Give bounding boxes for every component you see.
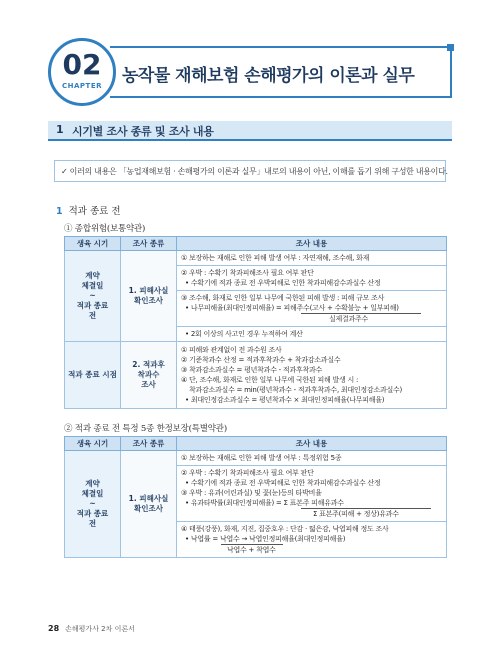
table2-header-type: 조사 종류: [121, 437, 177, 451]
content-line: • 2회 이상의 사고인 경우 누적하여 계산: [185, 330, 303, 338]
period-line: ~: [89, 291, 96, 300]
footer-text: 손해평가사 2차 이론서: [65, 625, 135, 633]
content-line: ④ 단, 조수해, 화재로 인한 일부 나무에 국한된 피해 발생 시 :: [181, 376, 359, 384]
chapter-title-bar: [110, 46, 452, 98]
content-line: • 최대인정감소과실수 = 평년착과수 × 최대인정피해율(나무피해율): [185, 396, 385, 404]
table2-row1-type: [121, 451, 177, 558]
type-line: 확인조사: [134, 504, 163, 513]
content-line: ① 보장하는 재해로 인한 피해 발생 여부 : 특정위험 5종: [181, 454, 342, 462]
content-line: ③ 착과감소과실수 = 평년착과수 - 적과후착과수: [181, 366, 323, 374]
content-block: [177, 291, 446, 327]
table2-heading: ② 적과 종료 전 특정 5종 한정보장(특별약관): [64, 424, 227, 434]
period-line: 적과 종료 시점: [68, 370, 117, 379]
table2-header-period: 생육 시기: [65, 437, 121, 451]
content-line: ② 기준착과수 산정 = 적과후착과수 + 착과감소과실수: [181, 356, 341, 364]
table1-row2-type: [121, 342, 177, 409]
table2-header-content: 조사 내용: [177, 437, 447, 451]
type-line: 2. 적과후: [132, 360, 165, 369]
subsection-heading: [56, 203, 121, 217]
table1-row1-type: [121, 251, 177, 342]
content-line: ② 우박 : 수확기 착과피해조사 필요 여부 판단: [181, 469, 314, 477]
table-row: [65, 451, 447, 558]
table2-row1-period: [65, 451, 121, 558]
period-line: 적과 종료: [76, 509, 109, 518]
table-row: [65, 251, 447, 342]
content-line: ① 피해와 관계없이 전 과수원 조사: [181, 346, 282, 354]
chapter-badge: [48, 38, 116, 106]
content-line: ① 보장하는 재해로 인한 피해 발생 여부 : 자연재해, 조수해, 화재: [181, 254, 370, 262]
content-line: 착과감소과실수 = min(평년착과수 - 적과후착과수, 최대인정감소과실수): [189, 386, 402, 394]
table1-row2-content: [177, 342, 447, 409]
formula-numerator: • 나무피해율(최대인정피해율) = 피해주수(고사 + 수확불능 + 일부피해): [185, 304, 399, 312]
period-line: 전: [88, 311, 97, 320]
period-line: ~: [89, 499, 96, 508]
table1-header-type: 조사 종류: [121, 237, 177, 251]
table1-heading: ① 종합위험(보통약관): [64, 224, 146, 234]
section-number: 1: [56, 123, 64, 136]
type-line: 착과수: [137, 370, 160, 379]
page-number: 28: [48, 624, 60, 633]
table2: [64, 436, 447, 558]
content-line: ③ 조수해, 화재로 인한 일부 나무에 국한된 피해 발생 : 피해 규모 조사: [181, 294, 385, 302]
chapter-label: CHAPTER: [62, 82, 102, 90]
formula-numerator: • 낙엽률 = 낙엽수 → 낙엽인정피해율(최대인정피해율): [185, 535, 346, 543]
chapter-title: 농작물 재해보험 손해평가의 이론과 실무: [122, 66, 415, 86]
table2-row1-content: [177, 451, 447, 558]
table2-header-row: [65, 437, 447, 451]
page-footer: [48, 624, 135, 634]
content-block: [177, 251, 446, 266]
period-line: 계약: [85, 271, 100, 280]
table1-row1-content: [177, 251, 447, 342]
subsection-title: 적과 종료 전: [68, 206, 121, 217]
subsection-number: 1: [56, 206, 63, 217]
note-text: ✓ 이러의 내용은 「농업재해보험 · 손해평가의 이론과 실무」내로의 내용이 아닌, 이해를 돕기 위해 구성한 내용이다.: [61, 167, 448, 176]
note-box: [54, 160, 446, 182]
content-block: [177, 451, 446, 466]
formula-denominator: Σ 표본주(피해 + 정상)유과수: [301, 508, 431, 519]
table1-row2-period: [65, 342, 121, 409]
content-line: ② 우박 : 수확기 착과피해조사 필요 여부 판단: [181, 269, 314, 277]
table1-row1-period: [65, 251, 121, 342]
period-line: 전: [88, 519, 97, 528]
content-line: • 수확기에 적과 종료 전 우박피해로 인한 착과피해감수과실수 산정: [185, 479, 381, 487]
section-heading: [48, 121, 452, 141]
content-block: [177, 266, 446, 291]
period-line: 체결일: [81, 281, 104, 290]
table-row: [65, 342, 447, 409]
type-line: 1. 피해사실: [128, 494, 169, 503]
chapter-number: 02: [62, 48, 102, 81]
period-line: 적과 종료: [76, 301, 109, 310]
content-block: [177, 327, 446, 341]
type-line: 1. 피해사실: [128, 286, 169, 295]
type-line: 조사: [141, 380, 156, 389]
period-line: 계약: [85, 479, 100, 488]
section-title: 시기별 조사 종류 및 조사 내용: [72, 125, 214, 138]
content-block: [177, 466, 446, 522]
table1: [64, 236, 447, 409]
formula-denominator: 실제결과주수: [301, 313, 421, 324]
content-line: • 수확기에 적과 종료 전 우박피해로 인한 착과피해감수과실수 산정: [185, 279, 381, 287]
table1-header-row: [65, 237, 447, 251]
formula-numerator: • 유과타박률(최대인정피해율) = Σ 표본주 피해유과수: [185, 499, 344, 507]
content-block: [177, 342, 446, 408]
table1-header-period: 생육 시기: [65, 237, 121, 251]
corner-accent: [447, 44, 454, 51]
content-line: ④ 태풍(강풍), 화재, 지진, 집중호우 : 단감 · 떫은감, 낙엽피해 정도 조사: [181, 525, 389, 533]
type-line: 확인조사: [134, 296, 163, 305]
content-line: ③ 우박 : 유과(어린과실) 및 꽃(눈)등의 타박비율: [181, 489, 322, 497]
content-block: [177, 522, 446, 557]
formula-denominator: 낙엽수 + 착엽수: [221, 544, 283, 555]
table1-header-content: 조사 내용: [177, 237, 447, 251]
period-line: 체결일: [81, 489, 104, 498]
